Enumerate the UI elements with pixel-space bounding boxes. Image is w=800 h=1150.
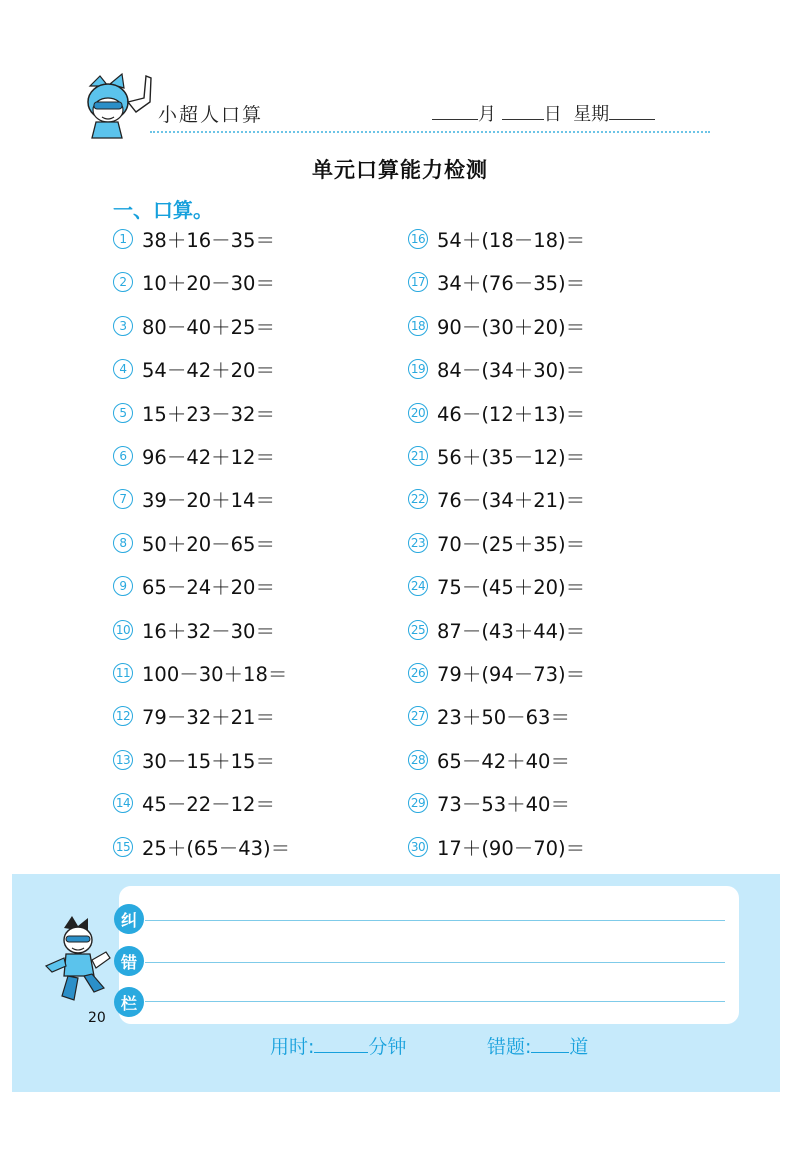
correction-tag-1: 纠	[114, 904, 144, 934]
problem-item	[408, 354, 585, 384]
errors-unit: 道	[569, 1036, 589, 1058]
problem-item	[113, 788, 275, 818]
problem-number: 25	[408, 620, 428, 640]
problem-item	[408, 658, 585, 688]
problem-number: 30	[408, 837, 428, 857]
problem-number: 2	[113, 272, 133, 292]
problem-item	[408, 484, 585, 514]
problem-number: 10	[113, 620, 133, 640]
month-label: 月	[478, 104, 496, 125]
problem-expression: 15＋23－32＝	[142, 402, 275, 426]
problem-expression: 70－(25＋35)＝	[437, 532, 586, 556]
header-divider	[150, 131, 710, 133]
problem-expression: 79＋(94－73)＝	[437, 663, 586, 686]
problem-number: 3	[113, 316, 133, 336]
problem-number: 17	[408, 272, 428, 292]
problem-expression: 65－24＋20＝	[142, 576, 275, 600]
date-line	[432, 100, 655, 126]
mascot-illustration	[78, 72, 156, 142]
day-label: 日	[543, 104, 562, 125]
correction-tag-2: 错	[114, 946, 144, 976]
problem-item	[408, 615, 585, 645]
problem-expression: 80－40＋25＝	[142, 315, 275, 339]
problem-expression: 84－(34＋30)＝	[437, 359, 586, 383]
problem-expression: 73－53＋40＝	[437, 793, 570, 817]
problem-item	[408, 398, 585, 428]
problem-item	[113, 267, 275, 297]
problem-item	[408, 701, 570, 731]
problem-item	[113, 745, 275, 775]
problem-item	[408, 745, 570, 775]
wrong-count	[487, 1032, 588, 1059]
problem-item	[113, 528, 275, 558]
problem-expression: 79－32＋21＝	[142, 706, 275, 730]
errors-label: 错题:	[487, 1036, 532, 1058]
problem-expression: 10＋20－30＝	[142, 272, 275, 296]
problem-item	[113, 398, 275, 428]
problem-number: 18	[408, 316, 428, 336]
time-label: 用时:	[270, 1036, 315, 1058]
problem-item	[113, 832, 290, 862]
problem-number: 7	[113, 489, 133, 509]
brand-name: 小超人口算	[158, 104, 264, 126]
problem-expression: 46－(12＋13)＝	[437, 402, 586, 426]
problem-expression: 34＋(76－35)＝	[437, 272, 586, 296]
correction-line-2[interactable]	[145, 962, 725, 963]
problem-number: 20	[408, 403, 428, 423]
problem-number: 15	[113, 837, 133, 857]
problem-item	[113, 354, 275, 384]
problem-item	[408, 788, 570, 818]
problem-number: 1	[113, 229, 133, 249]
problem-number: 27	[408, 706, 428, 726]
problem-expression: 50＋20－65＝	[142, 532, 275, 556]
problem-number: 12	[113, 706, 133, 726]
problem-number: 16	[408, 229, 428, 249]
problem-item	[113, 484, 275, 514]
section-heading: 一、口算。	[113, 198, 213, 222]
month-blank[interactable]	[432, 101, 478, 120]
problem-number: 29	[408, 793, 428, 813]
correction-line-3[interactable]	[145, 1001, 725, 1002]
problem-expression: 54－42＋20＝	[142, 359, 275, 383]
problem-item	[113, 571, 275, 601]
problem-item	[113, 615, 275, 645]
problem-number: 13	[113, 750, 133, 770]
problem-item	[408, 224, 585, 254]
problem-expression: 38＋16－35＝	[142, 229, 275, 252]
problem-number: 21	[408, 446, 428, 466]
problem-number: 23	[408, 533, 428, 553]
problem-expression: 25＋(65－43)＝	[142, 836, 291, 860]
problem-expression: 45－22－12＝	[142, 793, 275, 817]
problem-expression: 100－30＋18＝	[142, 663, 288, 686]
day-blank[interactable]	[502, 101, 544, 120]
problem-expression: 30－15＋15＝	[142, 749, 275, 773]
problem-item	[408, 528, 585, 558]
problem-expression: 96－42＋12＝	[142, 446, 275, 469]
problem-expression: 17＋(90－70)＝	[437, 836, 586, 860]
page-number: 20	[88, 1010, 106, 1026]
problem-number: 22	[408, 489, 428, 509]
problem-number: 4	[113, 359, 133, 379]
problem-expression: 39－20＋14＝	[142, 489, 275, 513]
problem-expression: 87－(43＋44)＝	[437, 619, 586, 643]
problem-expression: 16＋32－30＝	[142, 619, 275, 643]
problem-item	[113, 701, 275, 731]
mascot-running-illustration	[44, 916, 116, 1008]
problem-expression: 56＋(35－12)＝	[437, 446, 586, 469]
problem-item	[408, 571, 585, 601]
problem-expression: 76－(34＋21)＝	[437, 489, 586, 513]
time-unit: 分钟	[368, 1036, 407, 1058]
problem-number: 5	[113, 403, 133, 423]
correction-card	[119, 886, 739, 1024]
problem-expression: 23＋50－63＝	[437, 706, 570, 730]
problem-item	[113, 224, 275, 254]
correction-tag-3: 栏	[114, 987, 144, 1017]
problem-number: 24	[408, 576, 428, 596]
problem-expression: 54＋(18－18)＝	[437, 229, 586, 252]
time-blank[interactable]	[314, 1034, 368, 1053]
problem-expression: 75－(45＋20)＝	[437, 576, 586, 600]
problem-item	[113, 441, 275, 471]
errors-blank[interactable]	[531, 1034, 569, 1053]
problem-number: 9	[113, 576, 133, 596]
problem-item	[113, 311, 275, 341]
weekday-blank[interactable]	[609, 101, 655, 120]
problem-item	[408, 267, 585, 297]
problem-expression: 90－(30＋20)＝	[437, 315, 586, 339]
problem-item	[408, 832, 585, 862]
problem-number: 6	[113, 446, 133, 466]
problem-number: 19	[408, 359, 428, 379]
problem-expression: 65－42＋40＝	[437, 749, 570, 773]
problem-item	[408, 441, 585, 471]
problem-item	[408, 311, 585, 341]
problem-item	[113, 658, 287, 688]
problem-number: 26	[408, 663, 428, 683]
problem-number: 8	[113, 533, 133, 553]
page-title: 单元口算能力检测	[312, 158, 488, 182]
problem-number: 28	[408, 750, 428, 770]
correction-line-1[interactable]	[145, 920, 725, 921]
problem-number: 14	[113, 793, 133, 813]
problem-number: 11	[113, 663, 133, 683]
time-used	[270, 1032, 406, 1059]
weekday-label: 星期	[573, 104, 610, 125]
